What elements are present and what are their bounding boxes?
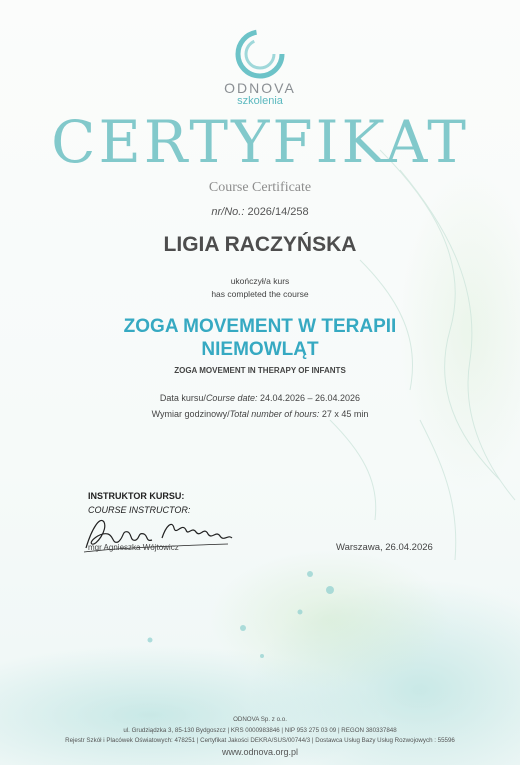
footer-line1: ul. Grudziądzka 3, 85-130 Bydgoszcz | KRS 0000983846 | NIP 953 275 03 09 | REGON 380337848 (123, 727, 397, 734)
brand-sub: szkolenia (237, 95, 283, 107)
date-label-en: Course date: (205, 393, 258, 403)
course-title-line1: ZOGA MOVEMENT W TERAPII (123, 316, 397, 337)
completed-pl: ukończył/a kurs (230, 276, 290, 286)
instructor-name: mgr Agnieszka Wójtowicz (88, 543, 179, 552)
instructor-label-en: COURSE INSTRUCTOR: (88, 505, 191, 515)
course-title-line2: NIEMOWLĄT (201, 339, 319, 360)
number-value: 2026/14/258 (247, 206, 309, 218)
certificate-title: CERTYFIKAT (51, 108, 469, 176)
completed-en: has completed the course (211, 289, 309, 299)
date-value: 24.04.2026 – 26.04.2026 (257, 393, 361, 403)
course-title-en: ZOGA MOVEMENT IN THERAPY OF INFANTS (174, 366, 346, 375)
footer-company: ODNOVA Sp. z o.o. (233, 716, 287, 723)
hours-label-pl: Wymiar godzinowy/ (151, 409, 230, 419)
odnova-logo-icon (230, 24, 290, 84)
number-label: nr/No.: (211, 206, 245, 218)
hours-label-en: Total number of hours: (229, 409, 320, 419)
instructor-label-pl: INSTRUKTOR KURSU: (88, 491, 185, 501)
recipient-name: LIGIA RACZYŃSKA (163, 233, 357, 256)
course-date (0, 393, 520, 403)
certificate-number (0, 206, 520, 218)
footer-line2: Rejestr Szkół i Placówek Oświatowych: 478251 | Certyfikat Jakości DEKRA/SUS/00744/3 | Dostawca Usług Bazy Usług Rozwojowych : 55596 (65, 737, 455, 744)
course-hours (0, 409, 520, 419)
hours-value: 27 x 45 min (319, 409, 369, 419)
certificate-subtitle: Course Certificate (208, 180, 312, 195)
date-label-pl: Data kursu/ (159, 393, 206, 403)
place-date: Warszawa, 26.04.2026 (336, 542, 433, 553)
brand-name: ODNOVA (224, 80, 296, 96)
footer-website: www.odnova.org.pl (221, 747, 299, 757)
